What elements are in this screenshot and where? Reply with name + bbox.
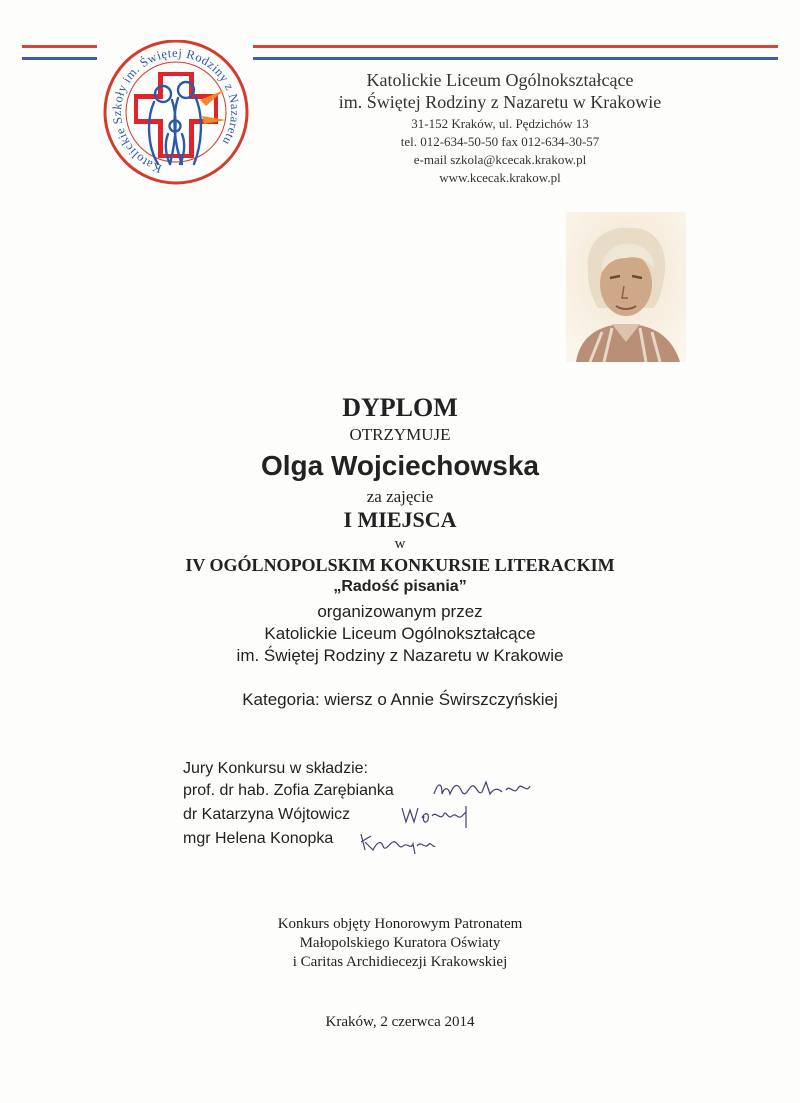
school-logo [100,40,252,190]
stripe-red-left [22,45,97,48]
jury-member-2: dr Katarzyna Wójtowicz [183,806,351,823]
school-website: www.kcecak.krakow.pl [439,170,561,185]
stripe-red-right [253,45,778,48]
receives-label: OTRZYMUJE [349,425,451,444]
school-email: e-mail szkola@kcecak.krakow.pl [413,152,587,167]
school-name-line2: im. Świętej Rodziny z Nazaretu w Krakowie [338,92,662,112]
signature-konopka [357,830,437,861]
in-label: w [394,536,406,552]
jury-member-3: mgr Helena Konopka [183,830,334,847]
organizer-line2: im. Świętej Rodziny z Nazaretu w Krakowie [236,646,564,665]
patronage-line1: Konkurs objęty Honorowym Patronatem [277,916,523,932]
contest-title: IV OGÓLNOPOLSKIM KONKURSIE LITERACKIM [185,555,615,575]
issue-date: Kraków, 2 czerwca 2014 [325,1014,475,1030]
jury-heading: Jury Konkursu w składzie: [183,760,368,777]
diploma-title: DYPLOM [342,393,458,422]
school-phone: tel. 012-634-50-50 fax 012-634-30-57 [400,134,600,149]
organizer-line1: Katolickie Liceum Ogólnokształcące [264,624,536,643]
logo-ring-text: Katolickie Szkoły im. Świętej Rodziny z Nazaretu [110,45,243,176]
contest-name: „Radość pisania” [333,578,467,595]
patronage-line3: i Caritas Archidiecezji Krakowskiej [292,954,508,970]
stripe-blue-right [253,57,778,60]
place-label: I MIEJSCA [343,507,457,532]
school-name-line1: Katolickie Liceum Ogólnokształcące [366,70,634,90]
stripe-blue-left [22,57,97,60]
organized-by: organizowanym przez [317,602,483,621]
portrait-photo [566,212,686,362]
category: Kategoria: wiersz o Annie Świrszczyńskiej [242,690,558,709]
jury-member-1: prof. dr hab. Zofia Zarębianka [183,782,394,799]
patronage-line2: Małopolskiego Kuratora Oświaty [299,935,501,951]
recipient-name: Olga Wojciechowska [260,450,540,481]
school-address: 31-152 Kraków, ul. Pędzichów 13 [411,116,589,131]
for-taking-label: za zajęcie [366,487,434,506]
